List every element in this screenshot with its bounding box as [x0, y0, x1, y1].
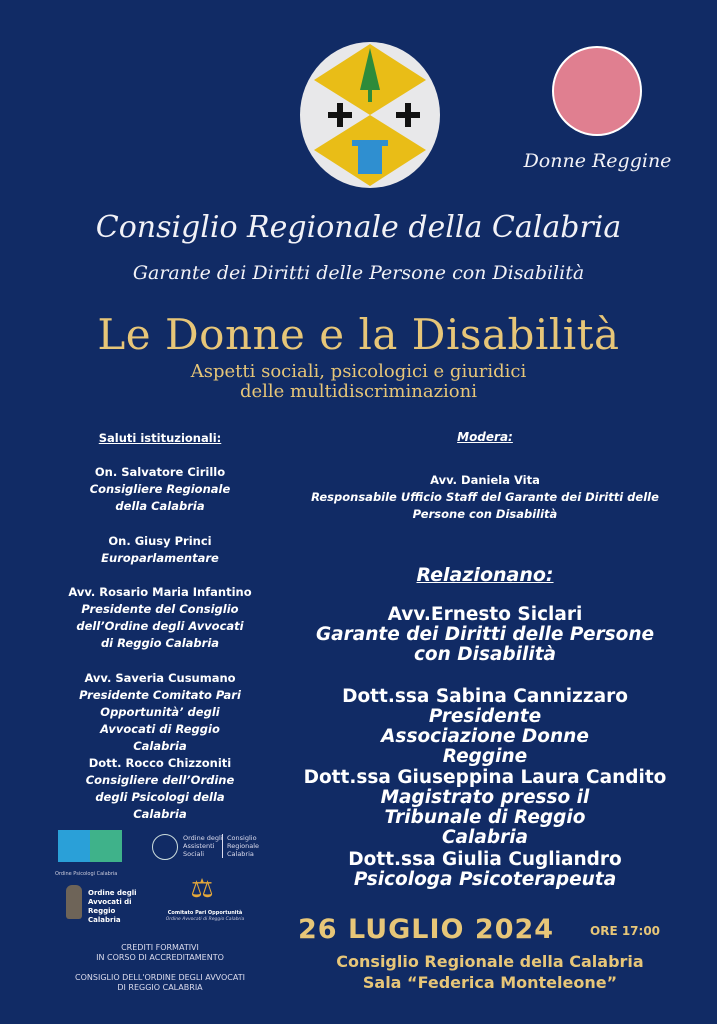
role: Presidente del Consiglio dell’Ordine degli Avvocati di Reggio Calabria [76, 602, 244, 650]
subtitle-1: Aspetti sociali, psicologici e giuridici [190, 361, 527, 382]
role: Consigliere dell’Ordine degli Psicologi della Calabria [85, 773, 235, 821]
greetings-heading: Saluti istituzionali: [98, 431, 222, 445]
role: Presidente Comitato Pari Opportunità’ degli Avvocati di Reggio Calabria [79, 688, 241, 753]
name: Avv. Saveria Cusumano [84, 671, 236, 685]
credits-1: CREDITI FORMATIVI [121, 943, 199, 952]
name: On. Giusy Princi [108, 534, 212, 548]
role: Presidente Associazione Donne Reggine [381, 706, 589, 767]
event-time: ORE 17:00 [590, 924, 661, 938]
role: Magistrato presso il Tribunale di Reggio Calabria [380, 787, 590, 848]
credits-3: CONSIGLIO DELL'ORDINE DEGLI AVVOCATI [75, 973, 245, 982]
page-title: Le Donne e la Disabilità [97, 310, 620, 359]
psicologi-caption: Ordine Psicologi Calabria [55, 871, 118, 877]
name: On. Salvatore Cirillo [94, 465, 226, 479]
greeting-3 [40, 584, 280, 652]
subtitle-2: delle multidiscriminazioni [239, 381, 477, 402]
role: Responsabile Ufficio Staff del Garante dei Diritti delle Persone con Disabilità [311, 490, 659, 521]
greeting-5 [40, 755, 280, 823]
credits-4: DI REGGIO CALABRIA [117, 983, 203, 992]
name: Dott.ssa Giulia Cugliandro [348, 849, 622, 870]
event-place: Consiglio Regionale della Calabria [336, 952, 644, 971]
name: Dott. Rocco Chizzoniti [88, 756, 232, 770]
calabria-emblem-logo [298, 40, 442, 190]
pari-opportunita-sub: Ordine Avvocati di Reggio Calabria [165, 917, 245, 922]
moderator-heading: Modera: [457, 430, 513, 444]
ordine-avvocati-caption: Ordine degli Avvocati di Reggio Calabria [88, 889, 137, 924]
greeting-4 [40, 670, 280, 755]
speakers-heading: Relazionano: [416, 564, 554, 586]
name: Dott.ssa Giuseppina Laura Candito [303, 767, 667, 788]
speaker-3 [290, 768, 680, 848]
name: Avv. Daniela Vita [430, 473, 540, 487]
scales-icon: ⚖ [190, 874, 214, 904]
role: Europarlamentare [101, 551, 219, 565]
header-sub: Garante dei Diritti delle Persone con Disabilità [132, 262, 585, 284]
header-org: Consiglio Regionale della Calabria [95, 210, 622, 245]
speaker-4 [290, 850, 680, 890]
name: Avv.Ernesto Siclari [387, 604, 583, 625]
role: Psicologa Psicoterapeuta [353, 869, 617, 890]
credits-2: IN CORSO DI ACCREDITAMENTO [96, 953, 224, 962]
donne-reggine-logo [552, 46, 642, 136]
name: Dott.ssa Sabina Cannizzaro [342, 686, 628, 707]
consiglio-regionale-caption: Consiglio Regionale Calabria [222, 834, 264, 858]
event-room: Sala “Federica Monteleone” [362, 973, 618, 992]
speaker-1 [290, 605, 680, 665]
pari-opportunita-caption: Comitato Pari Opportunità [167, 910, 243, 916]
donne-reggine-caption: Donne Reggine [523, 150, 672, 172]
role: Garante dei Diritti delle Persone con Disabilità [315, 624, 655, 665]
role: Consigliere Regionale della Calabria [89, 482, 231, 513]
moderator [290, 472, 680, 523]
assistenti-sociali-caption: Ordine degli Assistenti Sociali [183, 834, 223, 858]
speaker-2 [290, 687, 680, 767]
greeting-2 [40, 533, 280, 567]
assistenti-sociali-icon [152, 834, 178, 860]
event-date: 26 LUGLIO 2024 [298, 914, 555, 945]
psicologi-logo [58, 830, 122, 862]
name: Avv. Rosario Maria Infantino [68, 585, 252, 599]
greeting-1 [40, 464, 280, 515]
bust-image [66, 885, 82, 919]
